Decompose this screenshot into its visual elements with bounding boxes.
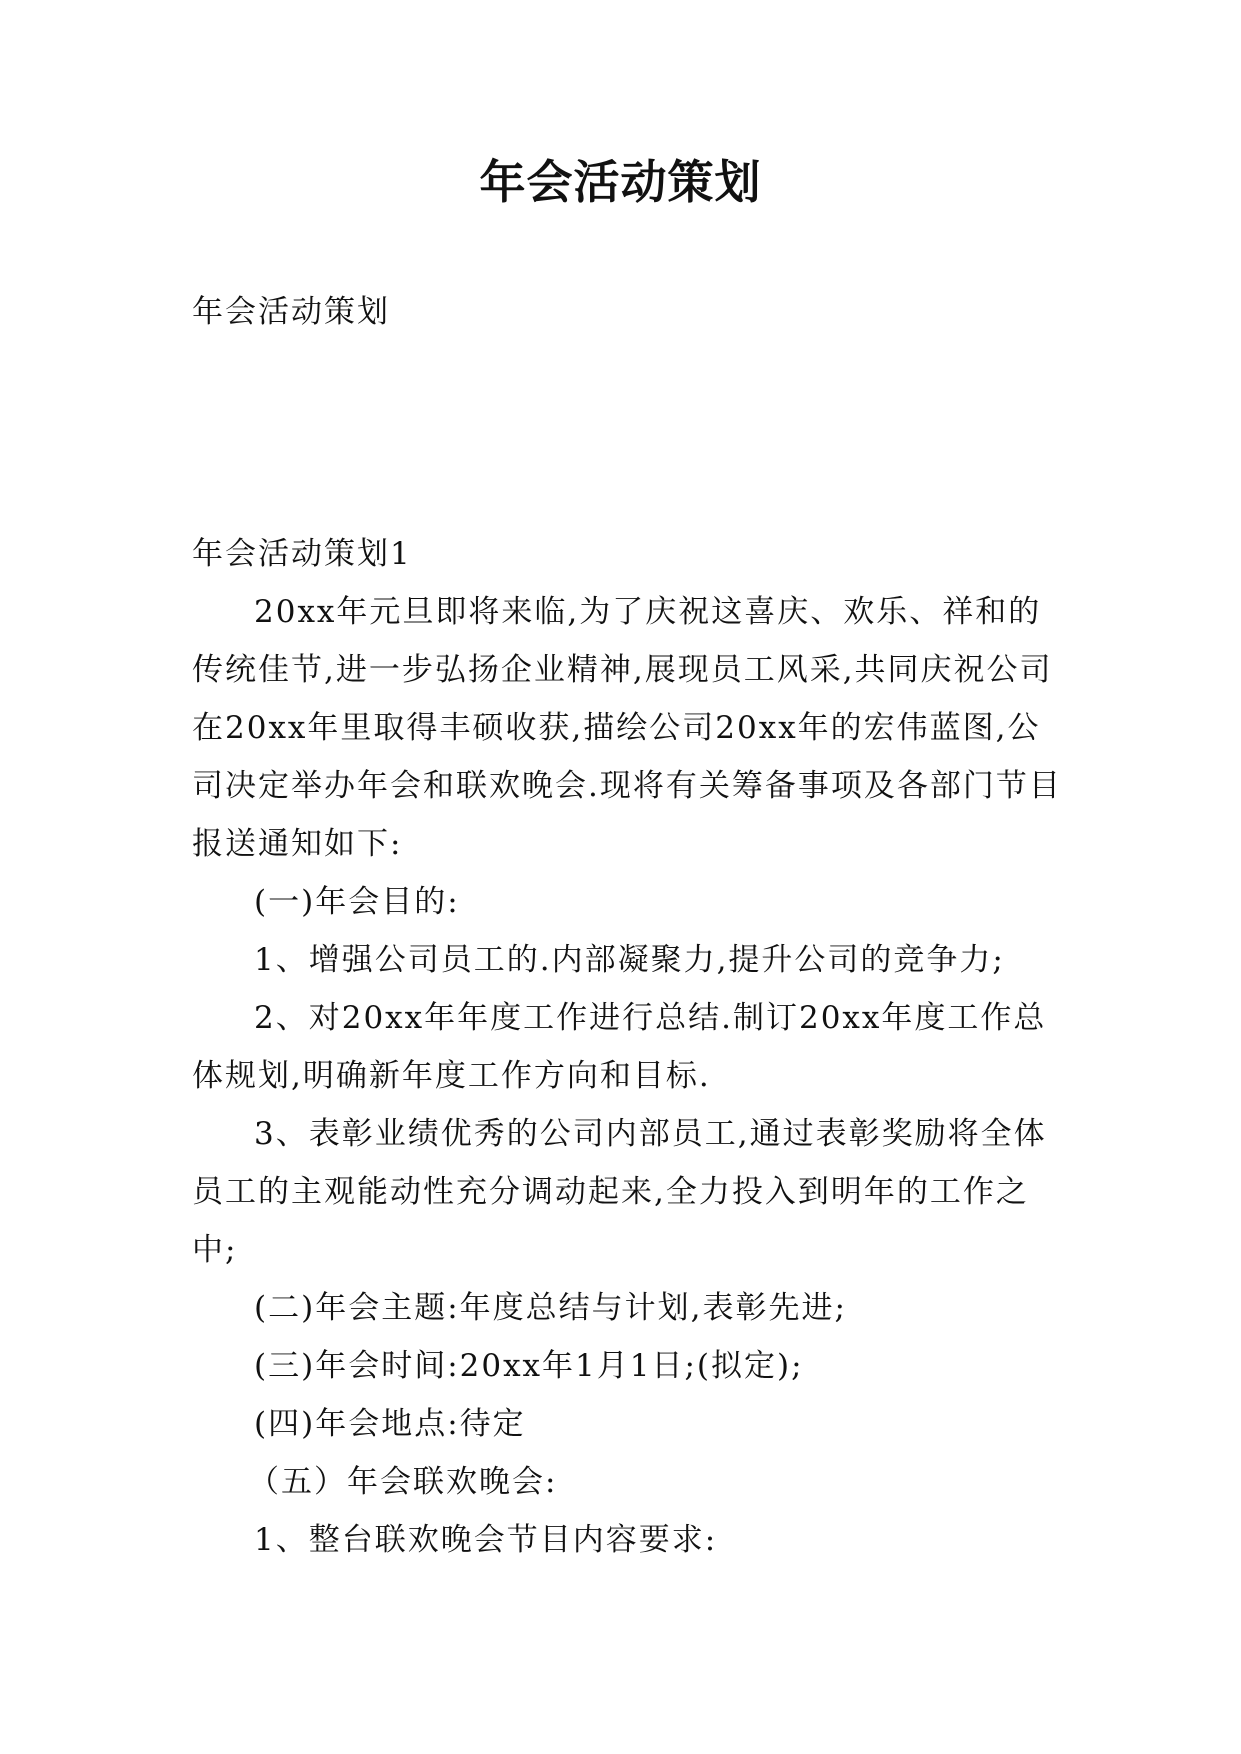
paragraph-theme: (二)年会主题:年度总结与计划,表彰先进; [254,1290,847,1326]
paragraph-purpose-2: 2、对20xx年年度工作进行总结.制订20xx年度工作总体规划,明确新年度工作方向和目标. [192,1000,1047,1094]
document-title: 年会活动策划 [479,155,762,209]
document-body [192,525,1062,1569]
document-subtitle: 年会活动策划 [192,294,390,330]
section-heading: 年会活动策划1 [192,536,412,572]
paragraph-gala-1: 1、整台联欢晚会节目内容要求: [254,1522,718,1558]
paragraph-purpose-1: 1、增强公司员工的.内部凝聚力,提升公司的竞争力; [254,942,1005,978]
paragraph-location: (四)年会地点:待定 [254,1406,526,1442]
paragraph-purpose-heading: (一)年会目的: [254,884,460,920]
paragraph-purpose-3: 3、表彰业绩优秀的公司内部员工,通过表彰奖励将全体员工的主观能动性充分调动起来,全力投入到明年的工作之中; [192,1116,1047,1268]
paragraph-intro: 20xx年元旦即将来临,为了庆祝这喜庆、欢乐、祥和的传统佳节,进一步弘扬企业精神,展现员工风采,共同庆祝公司在20xx年里取得丰硕收获,描绘公司20xx年的宏伟蓝图,公司决定举办年会和联欢晚会.现将有关筹备事项及各部门节目报送通知如下: [192,594,1062,862]
paragraph-gala-heading: （五）年会联欢晚会: [248,1464,558,1500]
paragraph-time: (三)年会时间:20xx年1月1日;(拟定); [254,1348,804,1384]
